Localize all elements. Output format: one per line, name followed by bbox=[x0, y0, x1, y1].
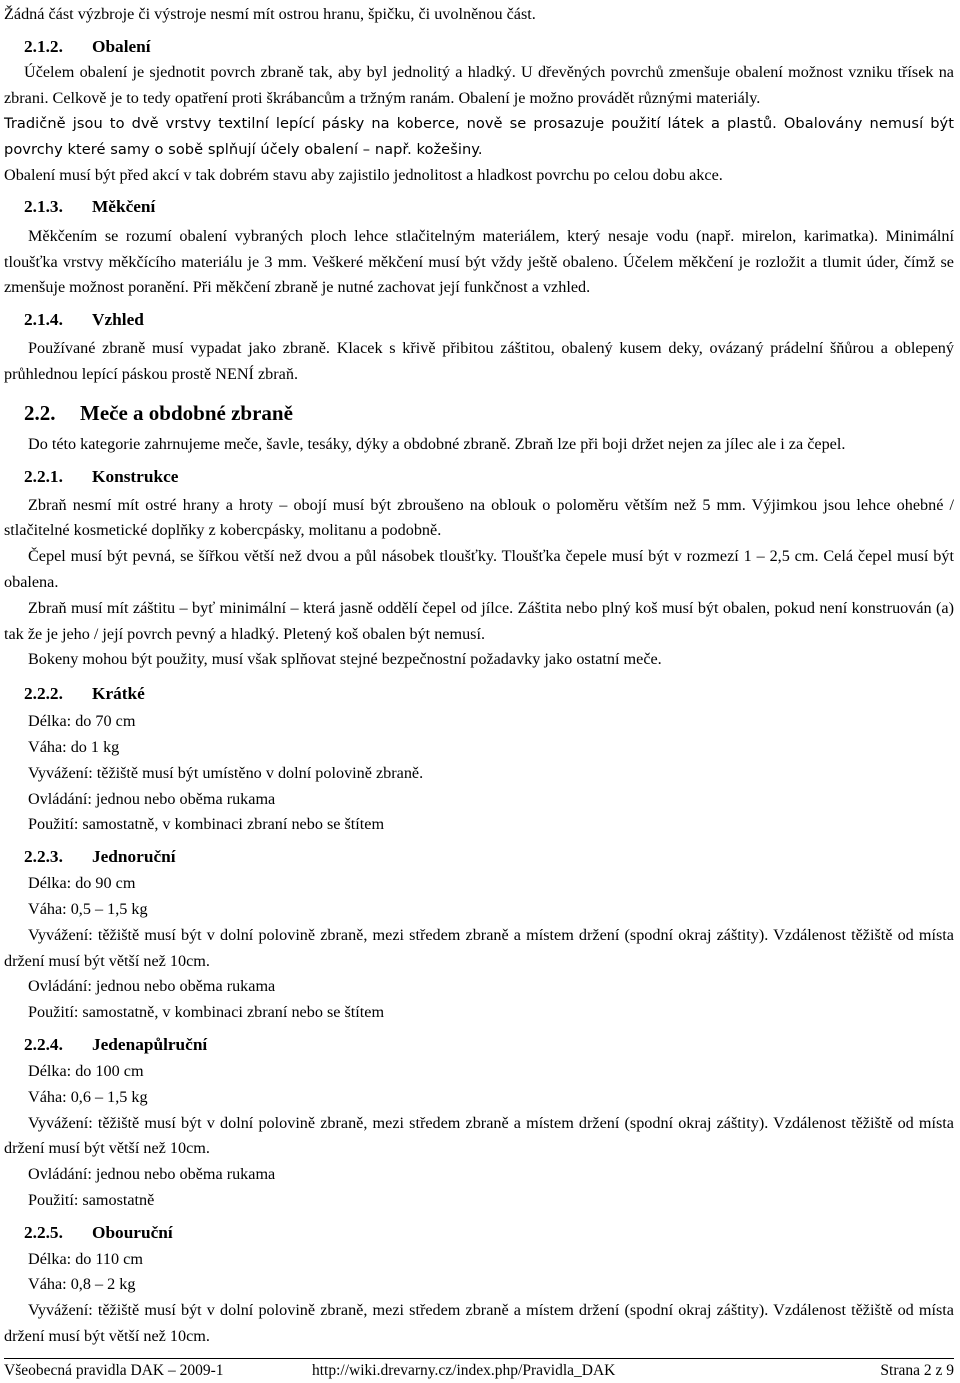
section-heading-2-2-4 bbox=[24, 1032, 954, 1058]
section-title: Obouruční bbox=[92, 1222, 173, 1242]
spec-list-jednoruční bbox=[4, 871, 954, 1026]
spec-item: Použití: samostatně, v kombinaci zbraní nebo se štítem bbox=[28, 815, 385, 834]
spec-item: Použití: samostatně bbox=[28, 1190, 155, 1209]
spec-item: Délka: do 70 cm bbox=[28, 712, 136, 731]
section-title: Obalení bbox=[92, 36, 151, 56]
paragraph: Zbraň musí mít záštitu – byť minimální – která jasně oddělí čepel od jílce. Záštita nebo plný koš musí být obalen, pokud není konstruován (a) tak že je jeho / její povrch pevný a hladký. Pletený koš obalen být nemusí. bbox=[4, 598, 954, 643]
section-heading-2-2-1 bbox=[24, 464, 954, 490]
section-title: Jedenapůlruční bbox=[92, 1034, 208, 1054]
section-number: 2.2.1. bbox=[24, 466, 63, 486]
spec-item: Délka: do 100 cm bbox=[28, 1061, 144, 1080]
section-number: 2.2.5. bbox=[24, 1222, 63, 1242]
spec-item: Vyvážení: těžiště musí být umístěno v dolní polovině zbraně. bbox=[28, 763, 424, 782]
spec-item: Délka: do 110 cm bbox=[28, 1249, 143, 1268]
paragraph: Do této kategorie zahrnujeme meče, šavle, tesáky, dýky a obdobné zbraně. Zbraň lze při boji držet nejen za jílec ale i za čepel. bbox=[28, 434, 846, 453]
paragraph: Obalení musí být před akcí v tak dobrém stavu aby zajistilo jednolitost a hladkost povrchu po celou dobu akce. bbox=[4, 165, 723, 184]
section-2-1-2 bbox=[24, 34, 954, 60]
paragraph: Bokeny mohou být použity, musí však splňovat stejné bezpečnostní požadavky jako ostatní meče. bbox=[28, 650, 662, 669]
section-heading bbox=[24, 34, 954, 60]
section-title: Měkčení bbox=[92, 196, 156, 216]
chapter-title: Meče a obdobné zbraně bbox=[80, 400, 293, 425]
paragraph: Zbraň nesmí mít ostré hrany a hroty – obojí musí být zbroušeno na oblouk o poloměru větším než 5 mm. Výjimkou jsou lehce ohebné / stlačitelné kosmetické doplňky z kobercpásky, molitanu a podobně. bbox=[4, 495, 954, 540]
section-heading-2-1-4 bbox=[24, 307, 954, 333]
spec-item: Váha: 0,5 – 1,5 kg bbox=[28, 899, 148, 918]
section-title: Jednoruční bbox=[92, 847, 176, 867]
section-number: 2.2.2. bbox=[24, 684, 63, 704]
chapter-heading-2-2 bbox=[24, 398, 954, 428]
paragraph: Čepel musí být pevná, se šířkou větší než dvou a půl násobek tloušťky. Tloušťka čepele musí být v rozmezí 1 – 2,5 cm. Celá čepel musí být obalena. bbox=[4, 547, 954, 591]
section-heading-2-2-5 bbox=[24, 1220, 954, 1246]
spec-item: Délka: do 90 cm bbox=[28, 874, 136, 893]
intro-line: Žádná část výzbroje či výstroje nesmí mít ostrou hranu, špičku, či uvolněnou část. bbox=[4, 5, 536, 23]
footer-url: http://wiki.drevarny.cz/index.php/Pravidla_DAK bbox=[312, 1362, 616, 1379]
spec-item: Použití: samostatně, v kombinaci zbraní nebo se štítem bbox=[28, 1003, 385, 1022]
spec-list-obouruční bbox=[4, 1247, 954, 1350]
paragraph: Používané zbraně musí vypadat jako zbraně. Klacek s křivě přibitou záštitou, obalený kusem deky, ovázaný prádelní šňůrou a oblepený průhlednou lepící páskou prostě NENÍ zbraň. bbox=[4, 339, 954, 383]
page-footer bbox=[4, 1358, 954, 1383]
section-number: 2.2.4. bbox=[24, 1034, 63, 1054]
spec-item: Váha: do 1 kg bbox=[28, 737, 120, 756]
section-heading-2-1-3 bbox=[24, 194, 954, 220]
section-heading-2-2-2 bbox=[24, 681, 954, 707]
section-number: 2.1.2. bbox=[24, 36, 63, 56]
spec-item: Ovládání: jednou nebo oběma rukama bbox=[28, 977, 276, 996]
paragraph: Tradičně jsou to dvě vrstvy textilní lepící pásky na koberce, nově se prosazuje použití látek a plastů. Obalovány nemusí být povrchy které samy o sobě splňují účely obalení – např. kožešiny. bbox=[4, 115, 954, 159]
spec-list-krátké bbox=[4, 709, 954, 838]
paragraph: Účelem obalení je sjednotit povrch zbraně tak, aby byl jednolitý a hladký. U dřevěných povrchů zmenšuje obalení možnost vzniku třísek na zbrani. Celkově je to tedy opatření proti škrábancům a tržným ranám. Obalení je možno provádět různými materiály. bbox=[4, 62, 954, 107]
spec-list-jedenapůlruční bbox=[4, 1059, 954, 1214]
footer-page-number: Strana 2 z 9 bbox=[880, 1362, 954, 1379]
spec-item: Váha: 0,6 – 1,5 kg bbox=[28, 1087, 148, 1106]
chapter-number: 2.2. bbox=[24, 400, 56, 425]
section-number: 2.1.3. bbox=[24, 196, 63, 216]
spec-item: Vyvážení: těžiště musí být v dolní polovině zbraně, mezi středem zbraně a místem držení (spodní okraj záštity). Vzdálenost těžiště od místa držení musí být větší než 10cm. bbox=[4, 925, 954, 970]
section-title: Vzhled bbox=[92, 310, 144, 330]
spec-item: Váha: 0,8 – 2 kg bbox=[28, 1275, 136, 1294]
spec-item: Vyvážení: těžiště musí být v dolní polovině zbraně, mezi středem zbraně a místem držení (spodní okraj záštity). Vzdálenost těžiště od místa držení musí být větší než 10cm. bbox=[4, 1113, 954, 1158]
spec-item: Ovládání: jednou nebo oběma rukama bbox=[28, 1165, 276, 1184]
paragraph: Měkčením se rozumí obalení vybraných ploch lehce stlačitelným materiálem, který nesaje vodu (např. mirelon, karimatka). Minimální tloušťka vrstvy měkčícího materiálu je 3 mm. Veškeré měkčení musí být vždy ještě obaleno. Účelem měkčení je rozložit a tlumit úder, čímž se zmenšuje možnost poranění. Při měkčení zbraně je nutné zachovat její funkčnost a vzhled. bbox=[4, 226, 954, 297]
section-title: Konstrukce bbox=[92, 466, 179, 486]
section-heading-2-2-3 bbox=[24, 844, 954, 870]
footer-document-title: Všeobecná pravidla DAK – 2009-1 bbox=[4, 1362, 224, 1379]
section-title: Krátké bbox=[92, 684, 145, 704]
section-number: 2.1.4. bbox=[24, 310, 63, 330]
section-number: 2.2.3. bbox=[24, 847, 63, 867]
spec-item: Ovládání: jednou nebo oběma rukama bbox=[28, 789, 276, 808]
spec-item: Vyvážení: těžiště musí být v dolní polovině zbraně, mezi středem zbraně a místem držení (spodní okraj záštity). Vzdálenost těžiště od místa držení musí být větší než 10cm. bbox=[4, 1301, 954, 1346]
